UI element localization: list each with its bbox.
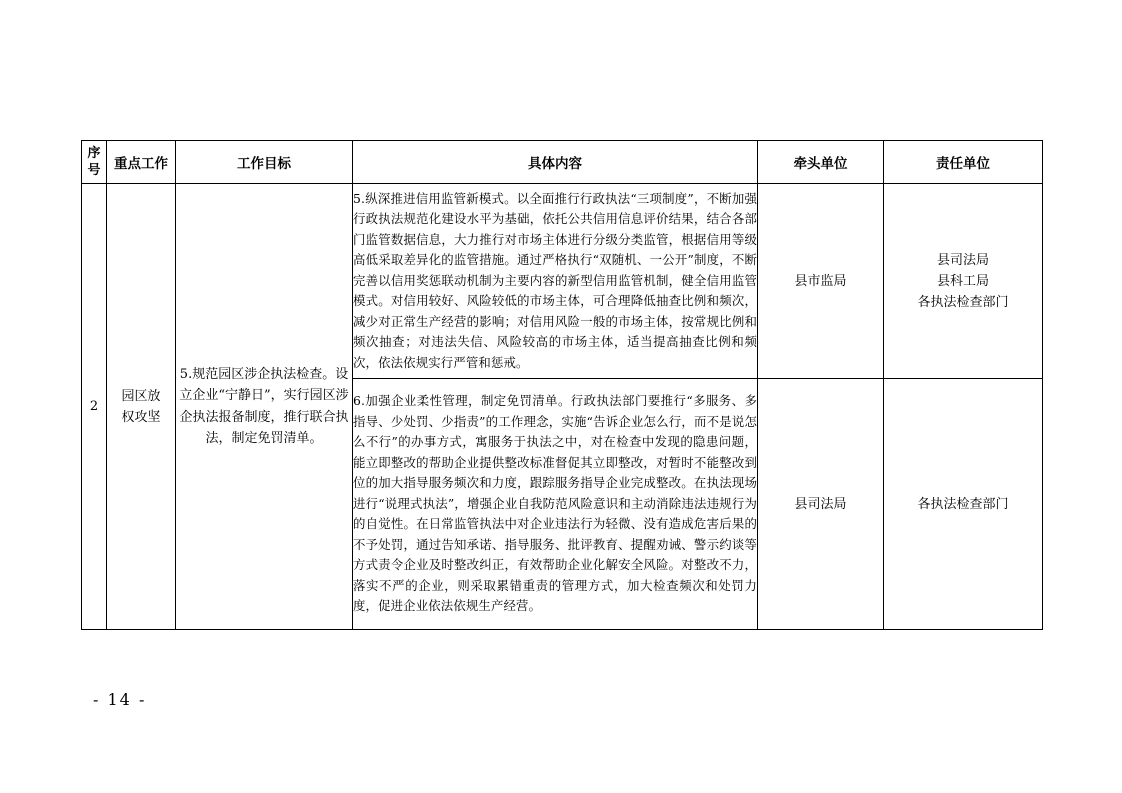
responsible-unit-cell-6: 各执法检查部门 — [884, 379, 1043, 630]
content-cell-5: 5.纵深推进信用监管新模式。以全面推行行政执法“三项制度”，不断加强行政执法规范化建设水平为基础，依托公共信用信息评价结果，结合各部门监管数据信息，大力推行对市场主体进行分级分类监管，根据信用等级高低采取差异化的监管措施。通过严格执行“双随机、一公开”制度，不断完善以信用奖惩联动机制为主要内容的新型信用监管机制，健全信用监管模式。对信用较好、风险较低的市场主体，可合理降低抽查比例和频次，减少对正常生产经营的影响；对信用风险一般的市场主体，按常规比例和频次抽查；对违法失信、风险较高的市场主体，适当提高抽查比例和频次，依法依规实行严管和惩戒。 — [353, 184, 758, 379]
row-seq: 2 — [82, 184, 107, 630]
table-header-row — [82, 141, 1043, 184]
lead-unit-cell-6: 县司法局 — [758, 379, 884, 630]
header-key-work: 重点工作 — [107, 141, 176, 184]
task-table — [81, 140, 1043, 630]
table-row — [82, 184, 1043, 379]
header-goal: 工作目标 — [176, 141, 353, 184]
page-number: - 14 - — [93, 690, 147, 709]
row-key-work: 园区放权攻坚 — [107, 184, 176, 630]
lead-unit-cell-5: 县市监局 — [758, 184, 884, 379]
responsible-unit-cell-5: 县司法局 县科工局 各执法检查部门 — [884, 184, 1043, 379]
header-lead-unit: 牵头单位 — [758, 141, 884, 184]
content-cell-6: 6.加强企业柔性管理，制定免罚清单。行政执法部门要推行“多服务、多指导、少处罚、少指责”的工作理念，实施“告诉企业怎么行，而不是说怎么不行”的办事方式，寓服务于执法之中，对在检查中发现的隐患问题，能立即整改的帮助企业提供整改标准督促其立即整改，对暂时不能整改到位的加大指导服务频次和力度，跟踪服务指导企业完成整改。在执法现场进行“说理式执法”，增强企业自我防范风险意识和主动消除违法违规行为的自觉性。在日常监管执法中对企业违法行为轻微、没有造成危害后果的不予处罚，通过告知承诺、指导服务、批评教育、提醒劝诫、警示约谈等方式责令企业及时整改纠正，有效帮助企业化解安全风险。对整改不力，落实不严的企业，则采取累错重责的管理方式，加大检查频次和处罚力度，促进企业依法依规生产经营。 — [353, 379, 758, 630]
header-content: 具体内容 — [353, 141, 758, 184]
header-responsible-unit: 责任单位 — [884, 141, 1043, 184]
row-goal: 5.规范园区涉企执法检查。设立企业“宁静日”，实行园区涉企执法报备制度，推行联合执法，制定免罚清单。 — [176, 184, 353, 630]
header-seq: 序号 — [82, 141, 107, 184]
